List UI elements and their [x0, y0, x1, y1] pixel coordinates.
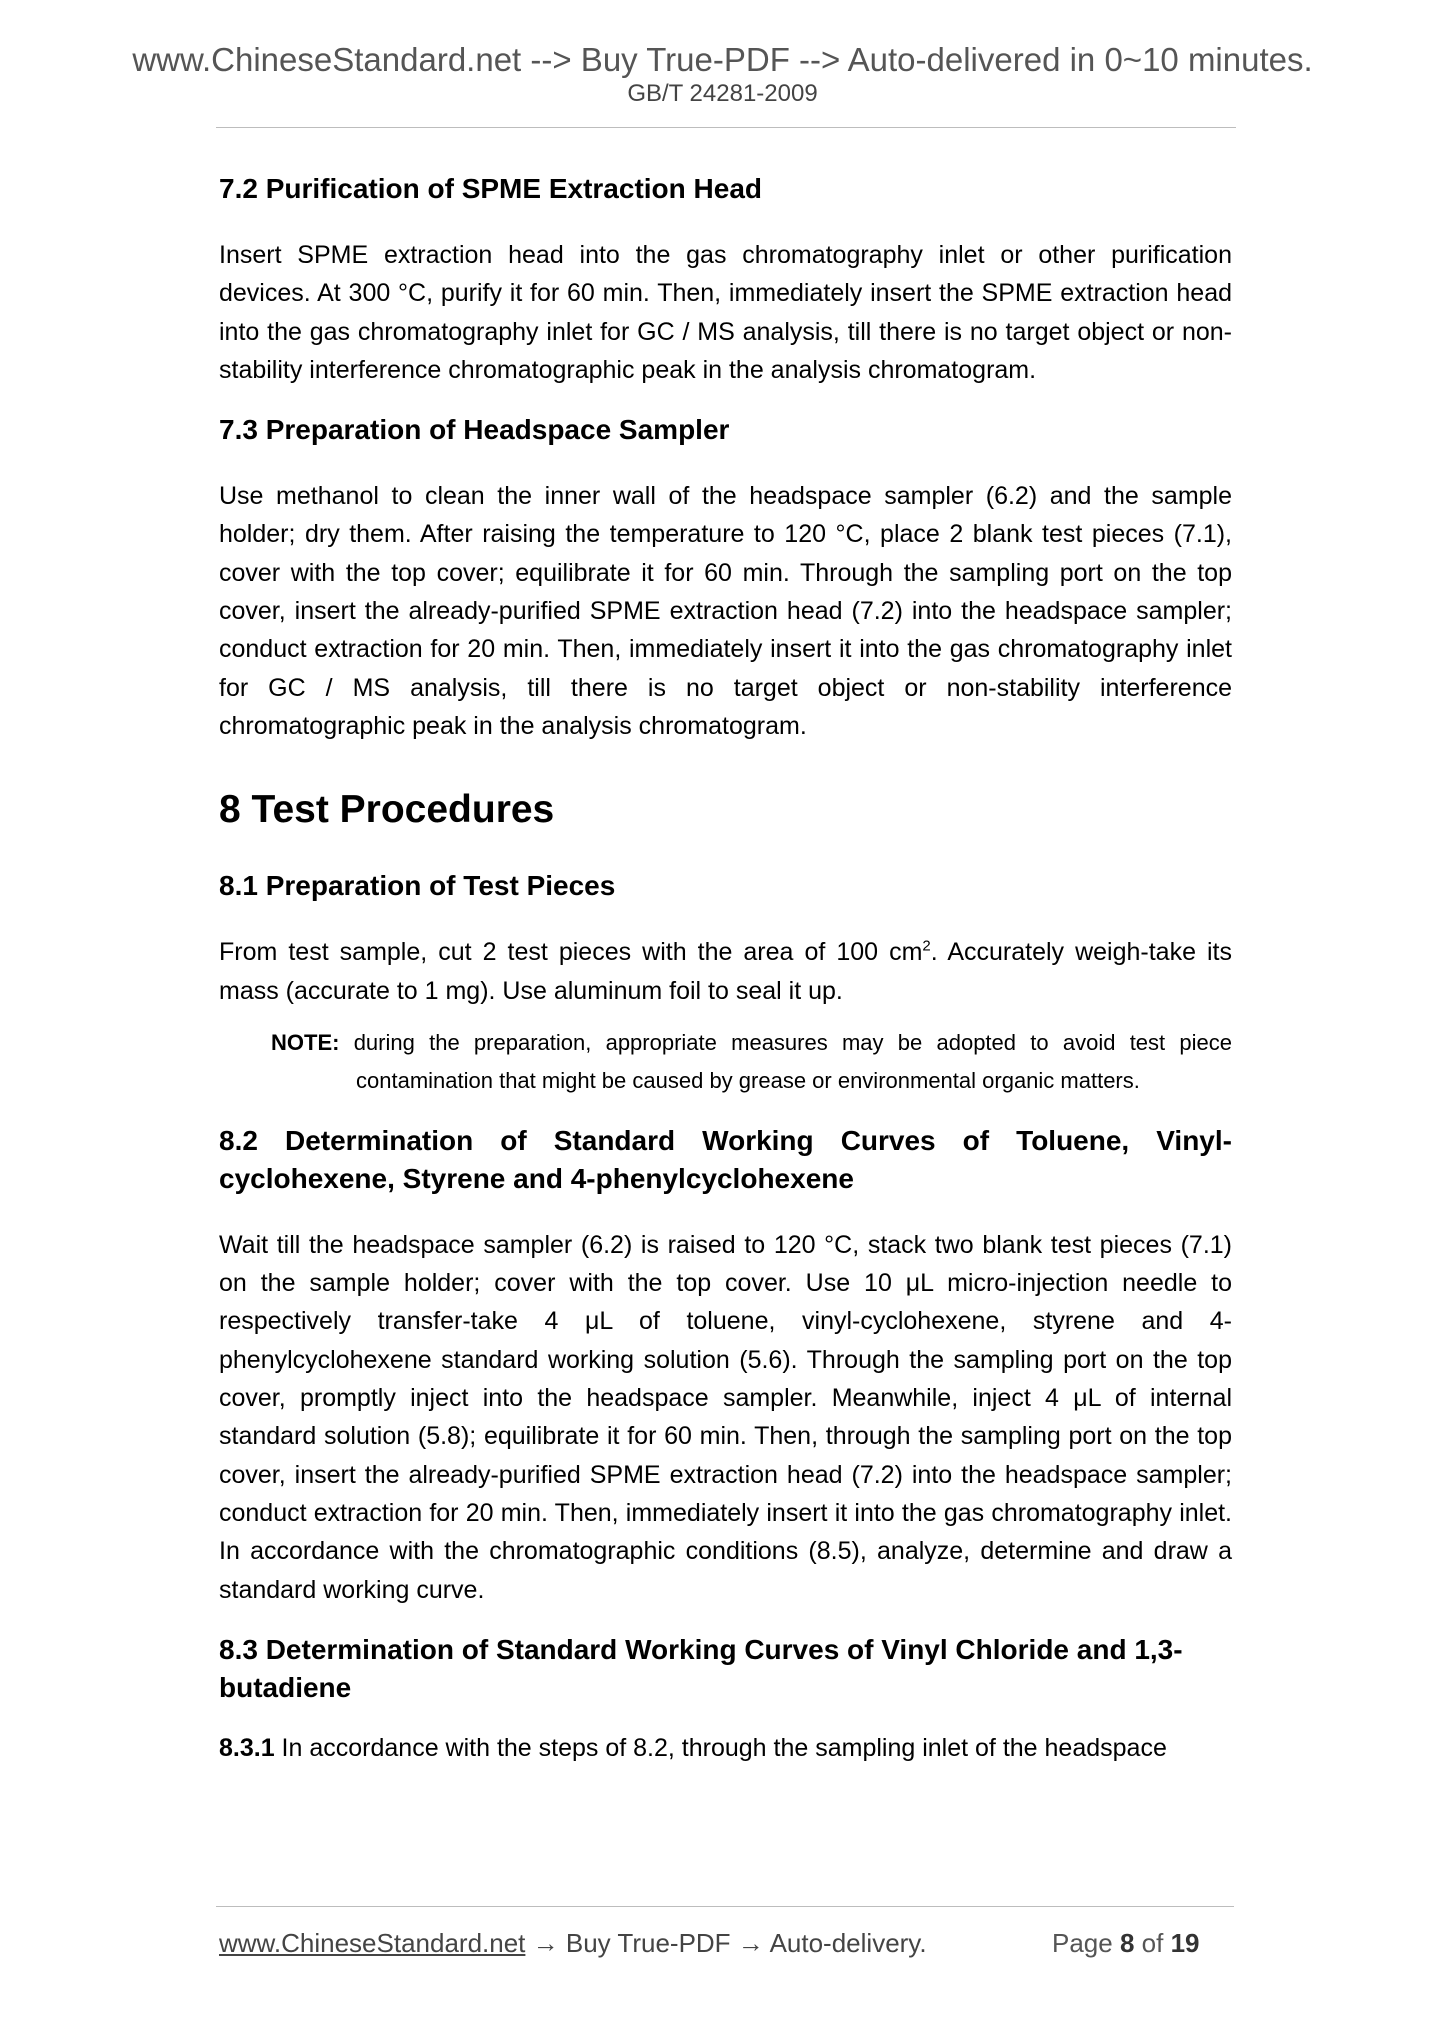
footer-promo-text: → Buy True-PDF → Auto-delivery.	[525, 1928, 927, 1958]
clause-number-8-3-1: 8.3.1	[219, 1733, 275, 1762]
heading-8-3: 8.3 Determination of Standard Working Curves of Vinyl Chloride and 1,3-butadiene	[219, 1633, 1183, 1703]
heading-8: 8 Test Procedures	[219, 788, 555, 832]
paragraph-8-2: Wait till the headspace sampler (6.2) is raised to 120 °C, stack two blank test pieces (7.1) on the sample holder; cover with the top cover. Use 10 μL micro-injection needle to respectively transfer-take 4 μL of toluene, vinyl-cyclohexene, styrene and 4-phenylcyclohexene standard working solution (5.6). Through the sampling port on the top cover, promptly inject into the headspace sampler. Meanwhile, inject 4 μL of internal standard solution (5.8); equilibrate it for 60 min. Then, through the sampling port on the top cover, insert the already-purified SPME extraction head (7.2) into the headspace sampler; conduct extraction for 20 min. Then, immediately insert it into the gas chromatography inlet. In accordance with the chromatographic conditions (8.5), analyze, determine and draw a standard working curve.	[219, 1230, 1232, 1604]
paragraph-7-2: Insert SPME extraction head into the gas chromatography inlet or other purification devices. At 300 °C, purify it for 60 min. Then, immediately insert the SPME extraction head into the gas chromatography inlet for GC / MS analysis, till there is no target object or non-stability interference chromatographic peak in the analysis chromatogram.	[219, 241, 1232, 384]
note-block	[271, 1024, 1232, 1100]
footer-site-link[interactable]: www.ChineseStandard.net	[219, 1928, 526, 1958]
heading-8-1: 8.1 Preparation of Test Pieces	[219, 870, 616, 902]
paragraph-8-1-text-b: . Accurately weigh-take its mass (accurate to 1 mg). Use aluminum foil to seal it up.	[219, 938, 1232, 1005]
document-body	[219, 170, 1232, 1767]
heading-8-2: 8.2 Determination of Standard Working Curves of Toluene, Vinyl-cyclohexene, Styrene and 4-phenylcyclohexene	[219, 1124, 1232, 1194]
clause-text-8-3-1: In accordance with the steps of 8.2, through the sampling inlet of the headspace	[274, 1733, 1167, 1762]
standard-code: GB/T 24281-2009	[627, 80, 818, 107]
paragraph-8-1	[219, 933, 1232, 1010]
page-indicator	[1052, 1926, 1200, 1960]
paragraph-8-1-text-a: From test sample, cut 2 test pieces with the area of 100 cm	[219, 938, 923, 967]
note-body: during the preparation, appropriate measures may be adopted to avoid test piece contamination that might be caused by grease or environmental organic matters.	[339, 1029, 1232, 1093]
page-word: Page	[1052, 1928, 1113, 1958]
note-label: NOTE:	[271, 1029, 340, 1055]
paragraph-8-3-1	[219, 1729, 1232, 1767]
footer-promo	[219, 1926, 927, 1960]
heading-7-3: 7.3 Preparation of Headspace Sampler	[219, 414, 730, 446]
heading-7-2: 7.2 Purification of SPME Extraction Head	[219, 173, 763, 204]
page-current: 8	[1119, 1928, 1135, 1958]
footer-divider	[216, 1906, 1234, 1907]
paragraph-7-3: Use methanol to clean the inner wall of the headspace sampler (6.2) and the sample holder; dry them. After raising the temperature to 120 °C, place 2 blank test pieces (7.1), cover with the top cover; equilibrate it for 60 min. Through the sampling port on the top cover, insert the already-purified SPME extraction head (7.2) into the headspace sampler; conduct extraction for 20 min. Then, immediately insert it into the gas chromatography inlet for GC / MS analysis, till there is no target object or non-stability interference chromatographic peak in the analysis chromatogram.	[219, 482, 1232, 740]
page-total: 19	[1170, 1928, 1200, 1958]
superscript-2: 2	[922, 937, 931, 955]
of-word: of	[1141, 1928, 1164, 1958]
header-divider	[216, 127, 1236, 128]
note-text	[271, 1024, 1232, 1100]
site-banner: www.ChineseStandard.net --> Buy True-PDF --> Auto-delivered in 0~10 minutes.	[132, 41, 1313, 78]
